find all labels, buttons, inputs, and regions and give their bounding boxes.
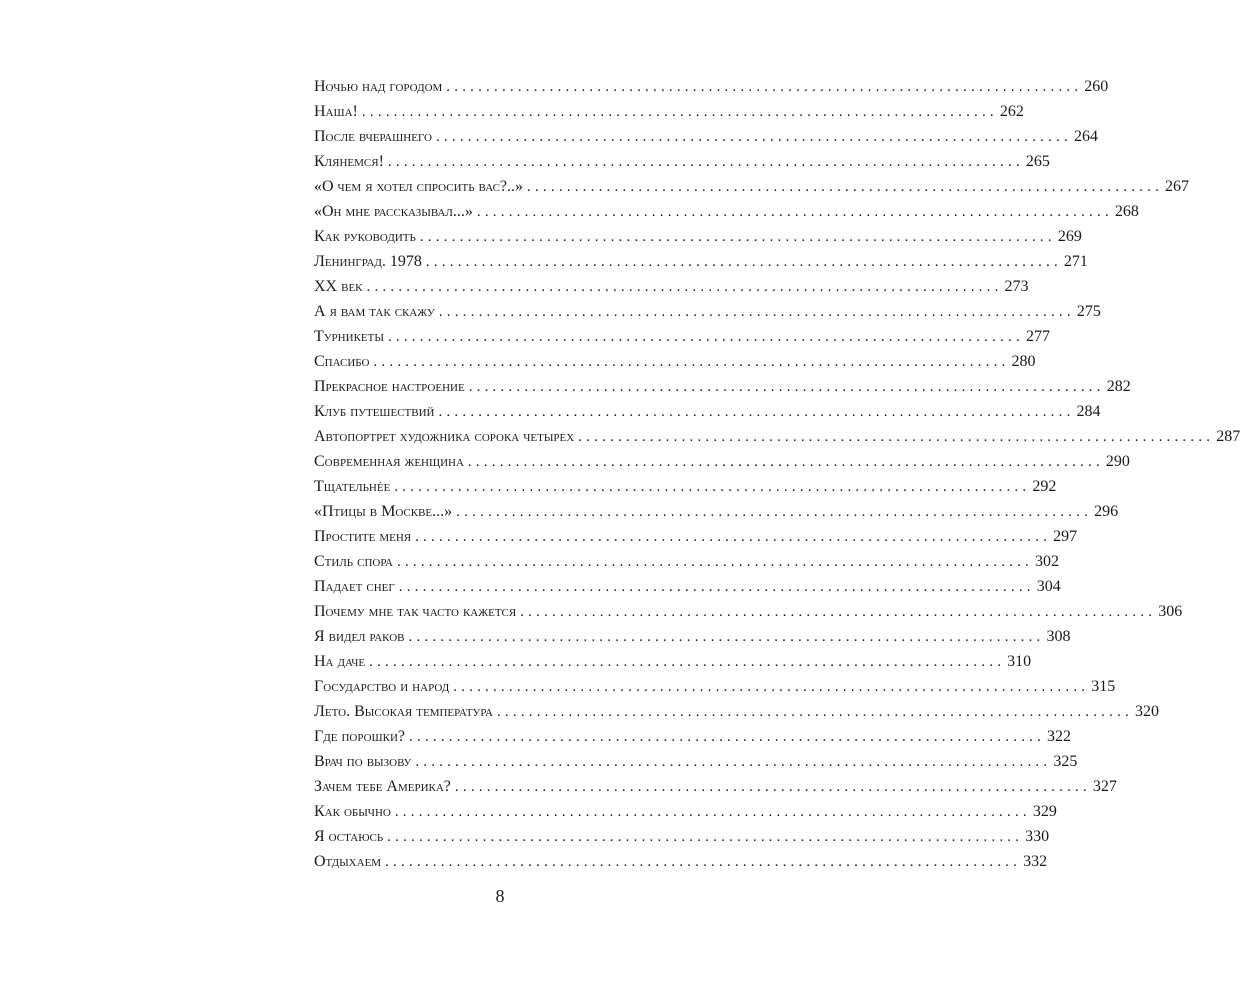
toc-leader-dots: ................................................................................ [419,229,1056,245]
toc-entry-title: Почему мне так часто кажется [314,603,517,620]
toc-entry [314,374,1131,399]
toc-entry [314,674,1116,699]
toc-entry [314,849,1048,874]
toc-entry-page: 290 [1105,453,1130,470]
toc-entry [314,699,1159,724]
toc-entry [314,224,1082,249]
toc-entry [314,99,1024,124]
toc-entry [314,399,1101,424]
toc-entry-page: 280 [1011,353,1036,370]
toc-entry-page: 271 [1063,253,1088,270]
toc-entry-page: 264 [1073,128,1098,145]
toc-entry-title: Зачем тебе Америка? [314,778,451,795]
toc-leader-dots: ................................................................................ [578,429,1215,445]
toc-entry [314,274,1029,299]
toc-entry [314,524,1078,549]
toc-entry-page: 260 [1084,78,1109,95]
toc-leader-dots: ................................................................................ [446,79,1083,95]
toc-leader-dots: ................................................................................ [415,529,1052,545]
toc-entry-title: Современная женщина [314,453,464,470]
toc-entry-title: Ленинград. 1978 [314,253,422,270]
toc-entry-title: После вчерашнего [314,128,432,145]
toc-leader-dots: ................................................................................ [468,379,1105,395]
toc-leader-dots: ................................................................................ [454,779,1091,795]
toc-leader-dots: ................................................................................ [456,504,1093,520]
toc-entry-title: Турникеты [314,328,384,345]
toc-leader-dots: ................................................................................ [387,829,1024,845]
toc-entry-title: На даче [314,653,366,670]
toc-leader-dots: ................................................................................ [387,154,1024,170]
toc-entry-page: 277 [1025,328,1050,345]
toc-entry-page: 315 [1091,678,1116,695]
toc-leader-dots: ................................................................................ [435,129,1072,145]
toc-entry [314,499,1119,524]
toc-entry [314,724,1072,749]
toc-entry [314,549,1059,574]
toc-entry-title: Как обычно [314,803,391,820]
toc-leader-dots: ................................................................................ [369,654,1006,670]
toc-entry-page: 306 [1158,603,1183,620]
toc-leader-dots: ................................................................................ [415,754,1052,770]
toc-entry-page: 282 [1106,378,1131,395]
toc-entry [314,199,1139,224]
toc-entry [314,299,1101,324]
toc-entry-page: 329 [1032,803,1057,820]
toc-entry-page: 330 [1025,828,1050,845]
toc-leader-dots: ................................................................................ [520,604,1157,620]
toc-entry-page: 296 [1094,503,1119,520]
toc-entry [314,174,1190,199]
toc-entry [314,149,1050,174]
toc-entry-title: Врач по вызову [314,753,412,770]
toc-entry-title: Отдыхаем [314,853,382,870]
toc-entry [314,449,1130,474]
page-number: 8 [495,886,505,906]
toc-leader-dots: ................................................................................ [366,279,1003,295]
toc-entry [314,249,1088,274]
toc-entry-page: 297 [1053,528,1078,545]
toc-entry-page: 325 [1053,753,1078,770]
toc-entry [314,324,1050,349]
toc-entry [314,799,1057,824]
toc-entry-page: 310 [1007,653,1032,670]
toc-leader-dots: ................................................................................ [496,704,1133,720]
toc-leader-dots: ................................................................................ [398,579,1035,595]
toc-entry-page: 268 [1114,203,1139,220]
toc-entry-title: Государство и народ [314,678,450,695]
toc-entry-title: Лето. Высокая температура [314,703,493,720]
toc-entry [314,124,1098,149]
toc-leader-dots: ................................................................................ [453,679,1090,695]
toc-entry-page: 332 [1023,853,1048,870]
toc-entry [314,349,1036,374]
toc-entry-page: 322 [1047,728,1072,745]
toc-entry-title: «О чем я хотел спросить вас?..» [314,178,524,195]
toc-entry-title: Простите меня [314,528,412,545]
toc-entry [314,574,1061,599]
toc-entry-page: 284 [1076,403,1101,420]
toc-entry-title: А я вам так скажу [314,303,435,320]
toc-entry [314,424,1240,449]
toc-entry-page: 308 [1046,628,1071,645]
toc-leader-dots: ................................................................................ [438,304,1075,320]
toc-entry-page: 292 [1032,478,1057,495]
toc-entry-page: 287 [1216,428,1240,445]
toc-entry [314,624,1071,649]
toc-leader-dots: ................................................................................ [361,104,998,120]
toc-leader-dots: ................................................................................ [476,204,1113,220]
toc-entry-page: 302 [1035,553,1059,570]
toc-entry-title: Ночью над городом [314,78,443,95]
toc-leader-dots: ................................................................................ [527,179,1164,195]
table-of-contents [314,74,1240,874]
toc-entry-title: Наша! [314,103,358,120]
toc-entry [314,774,1117,799]
toc-entry [314,474,1057,499]
toc-entry-title: Тщательнée [314,478,391,495]
toc-leader-dots: ................................................................................ [408,629,1045,645]
toc-leader-dots: ................................................................................ [409,729,1046,745]
toc-entry-title: Я остаюсь [314,828,384,845]
toc-entry-title: «Птицы в Москве...» [314,503,453,520]
toc-entry-title: «Он мне рассказывал...» [314,203,473,220]
toc-leader-dots: ................................................................................ [425,254,1062,270]
toc-entry-page: 275 [1076,303,1101,320]
toc-entry-page: 269 [1057,228,1082,245]
toc-entry-title: Падает снег [314,578,395,595]
toc-leader-dots: ................................................................................ [394,479,1031,495]
toc-entry-title: Где порошки? [314,728,406,745]
toc-leader-dots: ................................................................................ [438,404,1075,420]
toc-entry-title: Спасибо [314,353,370,370]
toc-entry-title: Клуб путешествий [314,403,435,420]
toc-leader-dots: ................................................................................ [385,854,1022,870]
toc-entry-title: Прекрасное настроение [314,378,465,395]
toc-leader-dots: ................................................................................ [394,804,1031,820]
toc-leader-dots: ................................................................................ [467,454,1104,470]
toc-entry-page: 327 [1092,778,1117,795]
toc-leader-dots: ................................................................................ [373,354,1010,370]
toc-entry-title: XX век [314,278,363,295]
toc-leader-dots: ................................................................................ [387,329,1024,345]
toc-entry [314,749,1078,774]
toc-entry [314,824,1050,849]
toc-entry-page: 262 [999,103,1024,120]
toc-entry-title: Я видел раков [314,628,405,645]
toc-entry-page: 320 [1134,703,1159,720]
toc-entry [314,599,1183,624]
toc-entry-page: 273 [1004,278,1029,295]
toc-entry-page: 265 [1025,153,1050,170]
toc-entry-title: Стиль спора [314,553,393,570]
toc-entry [314,649,1032,674]
toc-entry-title: Клянемся! [314,153,384,170]
toc-entry-page: 267 [1165,178,1190,195]
toc-entry-title: Автопортрет художника сорока четырех [314,428,575,445]
toc-entry-title: Как руководить [314,228,416,245]
toc-entry-page: 304 [1036,578,1061,595]
toc-leader-dots: ................................................................................ [397,554,1033,570]
toc-entry [314,74,1109,99]
